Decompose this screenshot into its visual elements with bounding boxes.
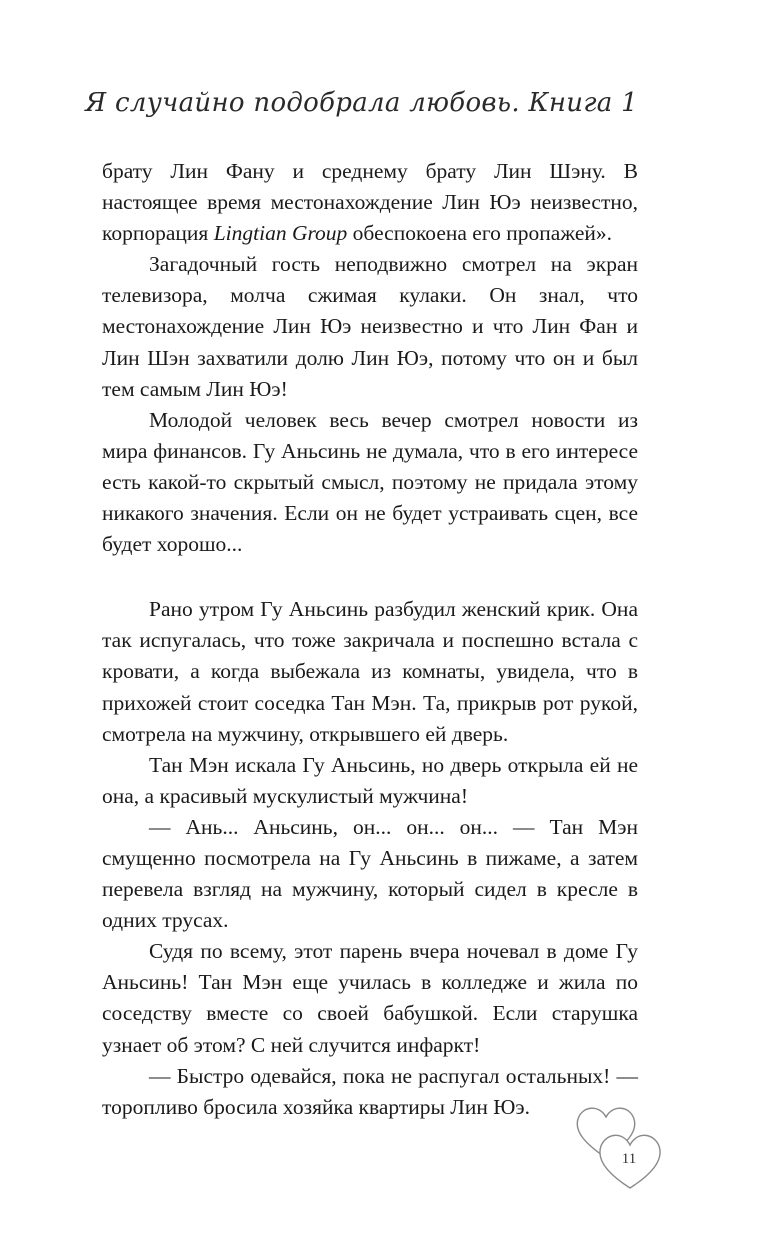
paragraph-7: Судя по всему, этот парень вчера ночевал в доме Гу Аньсинь! Тан Мэн еще училась в колледже и жила по соседству вместе со своей бабушкой. Если старушка узнает об этом? С ней случится инфаркт! (102, 939, 638, 1057)
page-number: 11 (621, 1151, 637, 1167)
paragraph-3: Молодой человек весь вечер смотрел новости из мира финансов. Гу Аньсинь не думала, что в его интересе есть какой-то скрытый смысл, поэтому не придала этому никакого значения. Если он не будет устраивать сцен, все будет хорошо... (102, 407, 638, 557)
paragraph-4: Рано утром Гу Аньсинь разбудил женский крик. Она так испугалась, что тоже закричала и поспешно встала с кровати, а когда выбежала из комнаты, увидела, что в прихожей стоит соседка Тан Мэн. Та, прикрыв рот рукой, смотрела на мужчину, открывшего ей дверь. (102, 597, 638, 746)
paragraph-8: — Быстро одевайся, пока не распугал остальных! — торопливо бросила хозяйка квартиры Лин Юэ. (102, 1063, 638, 1119)
paragraph-1-start: брату Лин Фану и среднему брату Лин Шэну. В настоящее время местонахождение Лин Юэ неизвестно, корпорация (102, 159, 638, 246)
company-name: Lingtian Group (213, 221, 348, 246)
double-heart-icon (572, 1100, 668, 1192)
paragraph-6: — Ань... Аньсинь, он... он... он... — Тан Мэн смущенно посмотрела на Гу Аньсинь в пижаме, а затем перевела взгляд на мужчину, который сидел в кресле в одних трусах. (102, 814, 638, 933)
paragraph-1 (102, 156, 638, 249)
paragraph-2: Загадочный гость неподвижно смотрел на экран телевизора, молча сжимая кулаки. Он знал, что местонахождение Лин Юэ неизвестно и что Лин Фан и Лин Шэн захватили долю Лин Юэ, потому что он и был тем самым Лин Юэ! (102, 252, 638, 401)
page-body (102, 156, 638, 1123)
scene-break (102, 560, 638, 594)
running-title: Я случайно подобрала любовь. Книга 1 (85, 88, 638, 118)
paragraph-5: Тан Мэн искала Гу Аньсинь, но дверь открыла ей не она, а красивый мускулистый мужчина! (102, 752, 638, 808)
paragraph-1-end: обеспокоена его пропажей». (347, 221, 613, 246)
